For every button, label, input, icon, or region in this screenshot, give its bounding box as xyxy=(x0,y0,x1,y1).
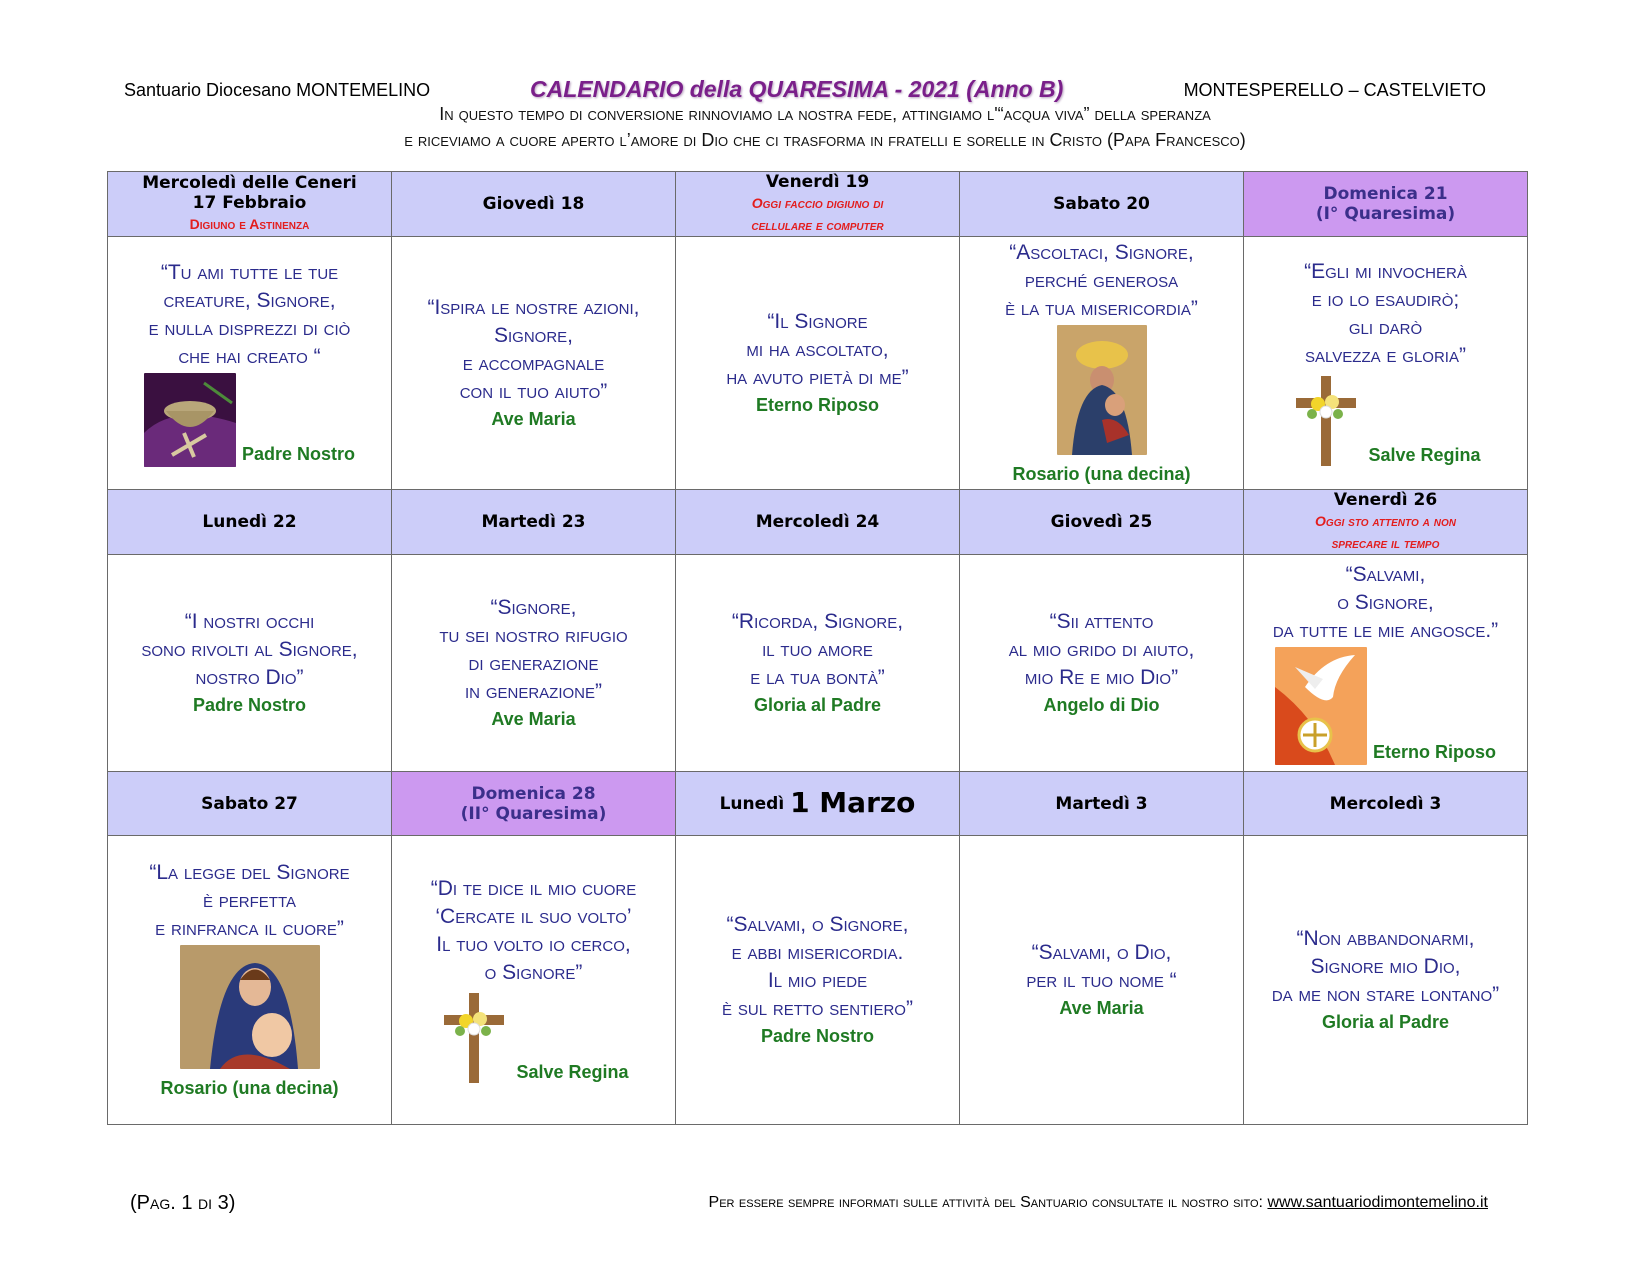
day-content-cell xyxy=(1244,555,1528,772)
scripture-quote-line: sono rivolti al Signore, xyxy=(141,638,358,661)
scripture-quote-line: di generazione xyxy=(468,652,599,675)
daily-prayer: Padre Nostro xyxy=(760,1026,875,1046)
scripture-quote-line: “Ricorda, Signore, xyxy=(731,610,904,633)
scripture-quote-line: ha avuto pietà di me” xyxy=(726,366,909,389)
image-prayer-row xyxy=(112,945,387,1101)
day-content-cell xyxy=(676,555,960,772)
day-content-cell xyxy=(960,555,1244,772)
scripture-quote-line: da me non stare lontano” xyxy=(1271,983,1500,1006)
scripture-quote-line: “Ispira le nostre azioni, xyxy=(427,296,640,319)
daily-prayer: Gloria al Padre xyxy=(1321,1012,1450,1032)
scripture-quote-line: per il tuo nome “ xyxy=(1026,969,1177,992)
scripture-quote-line: Signore, xyxy=(493,324,573,347)
day-note: Oggi sto attento a non xyxy=(1315,513,1456,529)
day-subtitle: 17 Febbraio xyxy=(192,193,307,213)
day-name xyxy=(396,784,671,804)
scripture-quote-line: è perfetta xyxy=(202,889,297,912)
ash-wednesday-bowl-image xyxy=(144,373,236,467)
day-name xyxy=(112,512,387,532)
daily-prayer: Angelo di Dio xyxy=(1043,695,1160,715)
scripture-quote-line: o Signore, xyxy=(1337,591,1434,614)
scripture-quote-line: “I nostri occhi xyxy=(184,610,315,633)
scripture-quote-line: Il tuo volto io cerco, xyxy=(436,933,631,956)
scripture-quote-line: al mio grido di aiuto, xyxy=(1008,638,1195,661)
day-name xyxy=(964,794,1239,814)
day-name xyxy=(1248,490,1523,510)
day-name xyxy=(112,794,387,814)
daily-prayer: Gloria al Padre xyxy=(753,695,882,715)
day-label: Giovedì 25 xyxy=(1050,512,1153,532)
day-name xyxy=(396,194,671,214)
scripture-quote-line: “Salvami, xyxy=(1345,563,1426,586)
header-sanctuary-name: Santuario Diocesano MONTEMELINO xyxy=(124,80,431,100)
day-label: Lunedì 22 xyxy=(202,512,297,532)
scripture-quote-line: “Salvami, o Signore, xyxy=(726,913,909,936)
image-prayer-row xyxy=(112,373,387,467)
daily-prayer: Ave Maria xyxy=(491,409,576,429)
day-content-cell xyxy=(960,237,1244,490)
website-link[interactable]: www.santuariodimontemelino.it xyxy=(1267,1194,1488,1211)
scripture-quote-line: o Signore” xyxy=(484,961,583,984)
day-name xyxy=(112,173,387,193)
day-content-cell xyxy=(108,555,392,772)
day-content-cell xyxy=(1244,836,1528,1125)
lent-calendar-table xyxy=(107,171,1528,1125)
sunday-header-cell xyxy=(392,772,676,836)
scripture-quote-line: ‘Cercate il suo volto’ xyxy=(435,905,632,928)
scripture-quote-line: il tuo amore xyxy=(762,638,873,661)
day-subtitle: (I° Quaresima) xyxy=(1315,204,1456,224)
daily-prayer: Ave Maria xyxy=(491,709,576,729)
scripture-quote-line: mio Re e mio Dio” xyxy=(1024,666,1179,689)
scripture-quote-line: “Ascoltaci, Signore, xyxy=(1009,241,1194,264)
scripture-quote-line: è sul retto sentiero” xyxy=(722,997,913,1020)
day-subtitle: (II° Quaresima) xyxy=(460,803,607,824)
day-label: Venerdì 19 xyxy=(765,172,870,192)
flower-cross-image xyxy=(1290,372,1362,468)
day-label: Domenica 28 xyxy=(471,783,596,804)
day-header-cell xyxy=(960,490,1244,555)
scripture-quote-line: mi ha ascoltato, xyxy=(746,338,889,361)
footer-info-text: Per essere sempre informati sulle attività del Santuario consultate il nostro sito: xyxy=(708,1194,1268,1211)
day-label: Sabato 27 xyxy=(201,793,298,814)
scripture-quote-line: creature, Signore, xyxy=(163,289,336,312)
subtitle-line-1: In questo tempo di conversione rinnoviamo la nostra fede, attingiamo l'“acqua viva” della speranza xyxy=(439,104,1211,124)
subtitle-line-2: e riceviamo a cuore aperto l’amore di Dio che ci trasforma in fratelli e sorelle in Cristo (Papa Francesco) xyxy=(404,130,1246,150)
page-number: (Pag. 1 di 3) xyxy=(130,1192,236,1214)
scripture-quote-line: Il mio piede xyxy=(767,969,868,992)
day-note-line-2: cellulare e computer xyxy=(751,217,884,233)
day-name xyxy=(680,512,955,532)
daily-prayer: Padre Nostro xyxy=(192,695,307,715)
scripture-quote-line: e accompagnale xyxy=(462,352,605,375)
day-name xyxy=(964,194,1239,214)
scripture-quote-line: è la tua misericordia” xyxy=(1005,297,1198,320)
scripture-quote-line: “Tu ami tutte le tue xyxy=(160,261,339,284)
day-header-cell xyxy=(108,772,392,836)
day-header-row xyxy=(108,172,1528,237)
scripture-quote-line: che hai creato “ xyxy=(178,345,321,368)
day-label: Mercoledì delle Ceneri xyxy=(142,173,357,193)
image-prayer-row xyxy=(964,325,1239,487)
image-prayer-row xyxy=(396,989,671,1085)
day-label: Venerdì 26 xyxy=(1333,490,1438,510)
scripture-quote-line: tu sei nostro rifugio xyxy=(439,624,628,647)
day-content-row xyxy=(108,836,1528,1125)
day-content-cell xyxy=(108,237,392,490)
day-content-cell xyxy=(392,237,676,490)
scripture-quote-line: “Di te dice il mio cuore xyxy=(430,877,637,900)
daily-prayer: Rosario (una decina) xyxy=(1012,464,1191,484)
madonna-icon-image xyxy=(1057,325,1147,455)
day-name xyxy=(1248,794,1523,814)
day-label: Martedì 3 xyxy=(1055,793,1148,814)
image-prayer-row xyxy=(1248,372,1523,468)
scripture-quote-line: e io lo esaudirò; xyxy=(1311,288,1460,311)
scripture-quote-line: e abbi misericordia. xyxy=(731,941,904,964)
sunday-header-cell xyxy=(1244,172,1528,237)
scripture-quote-line: “Il Signore xyxy=(767,310,868,333)
scripture-quote-line: “Non abbandonarmi, xyxy=(1296,927,1475,950)
day-content-cell xyxy=(676,237,960,490)
flower-cross-image xyxy=(438,989,510,1085)
madonna-child-image xyxy=(180,945,320,1069)
day-label: Domenica 21 xyxy=(1323,184,1448,204)
day-name xyxy=(680,172,955,192)
day-header-cell xyxy=(1244,772,1528,836)
day-header-cell xyxy=(392,490,676,555)
day-content-row xyxy=(108,555,1528,772)
scripture-quote-line: “La legge del Signore xyxy=(149,861,350,884)
header-locations: MONTESPERELLO – CASTELVIETO xyxy=(1183,80,1486,100)
dove-eucharist-image xyxy=(1275,647,1367,765)
day-content-cell xyxy=(1244,237,1528,490)
day-header-cell xyxy=(676,772,960,836)
day-header-cell xyxy=(1244,490,1528,555)
scripture-quote-line: nostro Dio” xyxy=(195,666,304,689)
day-header-cell xyxy=(108,172,392,237)
day-header-cell xyxy=(676,172,960,237)
calendar-title: CALENDARIO della QUARESIMA - 2021 (Anno B) xyxy=(530,76,1064,102)
day-name xyxy=(396,512,671,532)
day-content-cell xyxy=(960,836,1244,1125)
scripture-quote-line: e rinfranca il cuore” xyxy=(155,917,344,940)
day-label: Martedì 23 xyxy=(481,512,586,532)
scripture-quote-line: “Sii attento xyxy=(1049,610,1154,633)
daily-prayer: Padre Nostro xyxy=(241,444,356,464)
daily-prayer: Eterno Riposo xyxy=(1372,742,1496,762)
scripture-quote-line: in generazione” xyxy=(464,680,602,703)
day-content-row xyxy=(108,237,1528,490)
day-label: Giovedì 18 xyxy=(482,194,585,214)
day-note: Digiuno e Astinenza xyxy=(189,216,310,232)
day-note: Oggi faccio digiuno di xyxy=(751,195,884,211)
day-label: Lunedì xyxy=(719,794,785,814)
scripture-quote-line: “Salvami, o Dio, xyxy=(1031,941,1172,964)
scripture-quote-line: perché generosa xyxy=(1024,269,1179,292)
day-label: Mercoledì 3 xyxy=(1329,793,1442,814)
day-header-cell xyxy=(960,172,1244,237)
scripture-quote-line: salvezza e gloria” xyxy=(1305,344,1466,367)
day-content-cell xyxy=(392,555,676,772)
day-header-cell xyxy=(960,772,1244,836)
day-label: Sabato 20 xyxy=(1053,194,1150,214)
footer-info xyxy=(709,1194,1488,1212)
scripture-quote-line: “Egli mi invocherà xyxy=(1304,260,1467,283)
daily-prayer: Salve Regina xyxy=(1368,445,1481,465)
scripture-quote-line: gli darò xyxy=(1348,316,1423,339)
day-content-cell xyxy=(676,836,960,1125)
scripture-quote-line: da tutte le mie angosce.” xyxy=(1272,619,1499,642)
scripture-quote-line: e nulla disprezzi di ciò xyxy=(148,317,351,340)
day-name xyxy=(1248,184,1523,204)
month-start-label: 1 Marzo xyxy=(790,786,916,819)
day-header-row xyxy=(108,772,1528,836)
day-name xyxy=(680,786,955,819)
image-prayer-row xyxy=(1248,647,1523,765)
scripture-quote-line: con il tuo aiuto” xyxy=(459,380,608,403)
day-header-cell xyxy=(108,490,392,555)
day-label: Mercoledì 24 xyxy=(755,512,880,532)
daily-prayer: Rosario (una decina) xyxy=(160,1078,339,1098)
scripture-quote-line: “Signore, xyxy=(490,596,577,619)
scripture-quote-line: Signore mio Dio, xyxy=(1310,955,1461,978)
scripture-quote-line: e la tua bontà” xyxy=(750,666,885,689)
day-note-line-2: sprecare il tempo xyxy=(1331,535,1440,551)
daily-prayer: Eterno Riposo xyxy=(755,395,879,415)
day-content-cell xyxy=(108,836,392,1125)
day-name xyxy=(964,512,1239,532)
day-content-cell xyxy=(392,836,676,1125)
daily-prayer: Ave Maria xyxy=(1059,998,1144,1018)
day-header-cell xyxy=(676,490,960,555)
day-header-cell xyxy=(392,172,676,237)
day-header-row xyxy=(108,490,1528,555)
daily-prayer: Salve Regina xyxy=(516,1062,629,1082)
